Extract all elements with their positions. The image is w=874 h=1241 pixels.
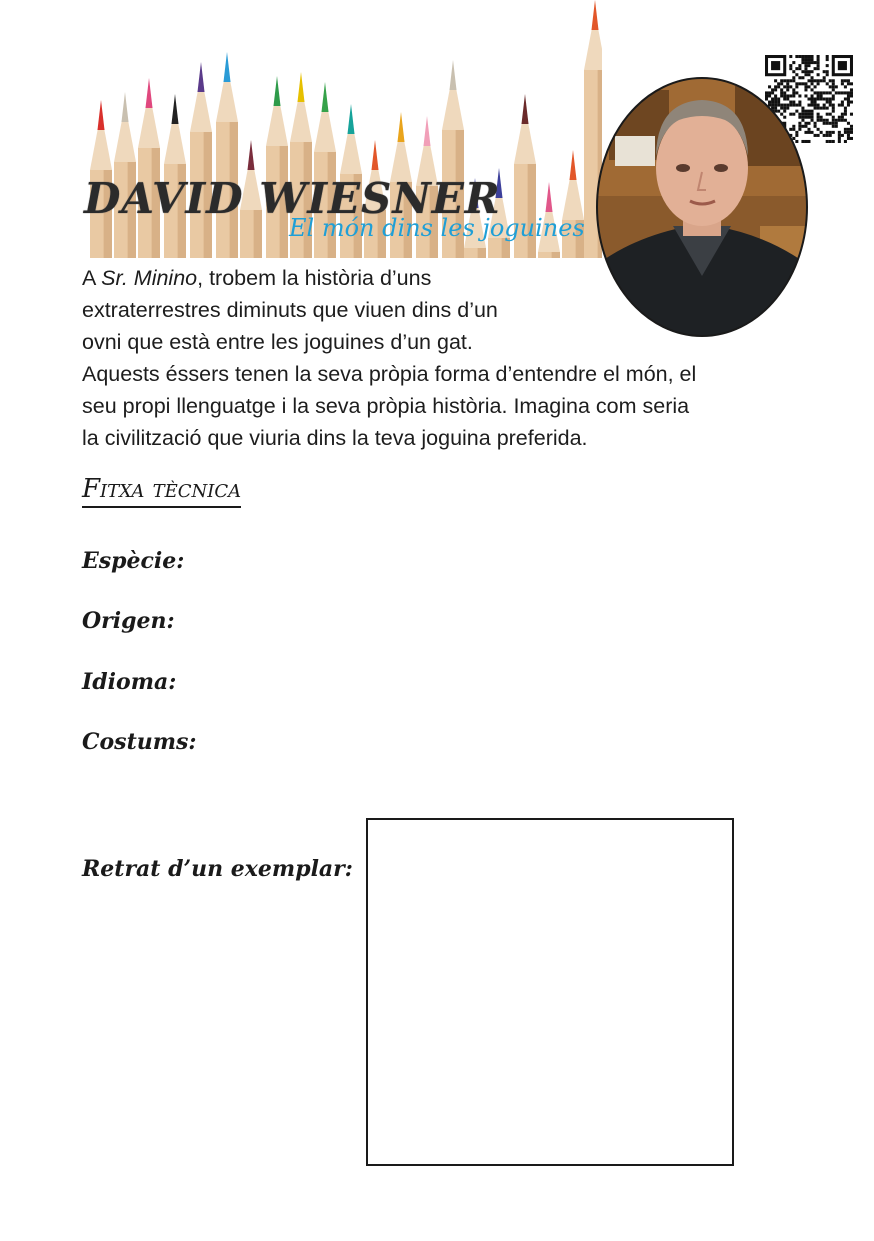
intro-line: la civilització que viuria dins la teva joguina preferida. [82, 426, 588, 450]
author-name: DAVID WIESNER [84, 174, 501, 223]
drawing-area[interactable] [366, 818, 734, 1166]
pencil-icon [266, 76, 288, 258]
pencil-icon [216, 52, 238, 258]
portrait-label: Retrat d’un exemplar: [82, 856, 353, 882]
species-label: Espècie: [82, 548, 185, 574]
pencil-banner [82, 0, 602, 258]
intro-line: extraterrestres diminuts que viuen dins d’un [82, 298, 498, 322]
intro-paragraph [82, 262, 817, 454]
intro-line: seu propi llenguatge i la seva pròpia història. Imagina com seria [82, 394, 690, 418]
intro-line: ovni que està entre les joguines d’un gat. [82, 330, 473, 354]
sheet-title: Fitxa tècnica [82, 474, 241, 508]
customs-label: Costums: [82, 729, 197, 755]
intro-text: , trobem la història d’uns [197, 266, 432, 290]
pencil-icon [190, 62, 212, 258]
subtitle: El món dins les joguines [289, 214, 585, 242]
intro-text: A [82, 266, 102, 290]
pencil-icon [138, 78, 160, 258]
language-label: Idioma: [82, 669, 177, 695]
intro-line: Aquests éssers tenen la seva pròpia forma d’entendre el món, el [82, 362, 697, 386]
origin-label: Origen: [82, 608, 175, 634]
book-title: Sr. Minino [101, 266, 198, 290]
intro-line [82, 262, 817, 294]
